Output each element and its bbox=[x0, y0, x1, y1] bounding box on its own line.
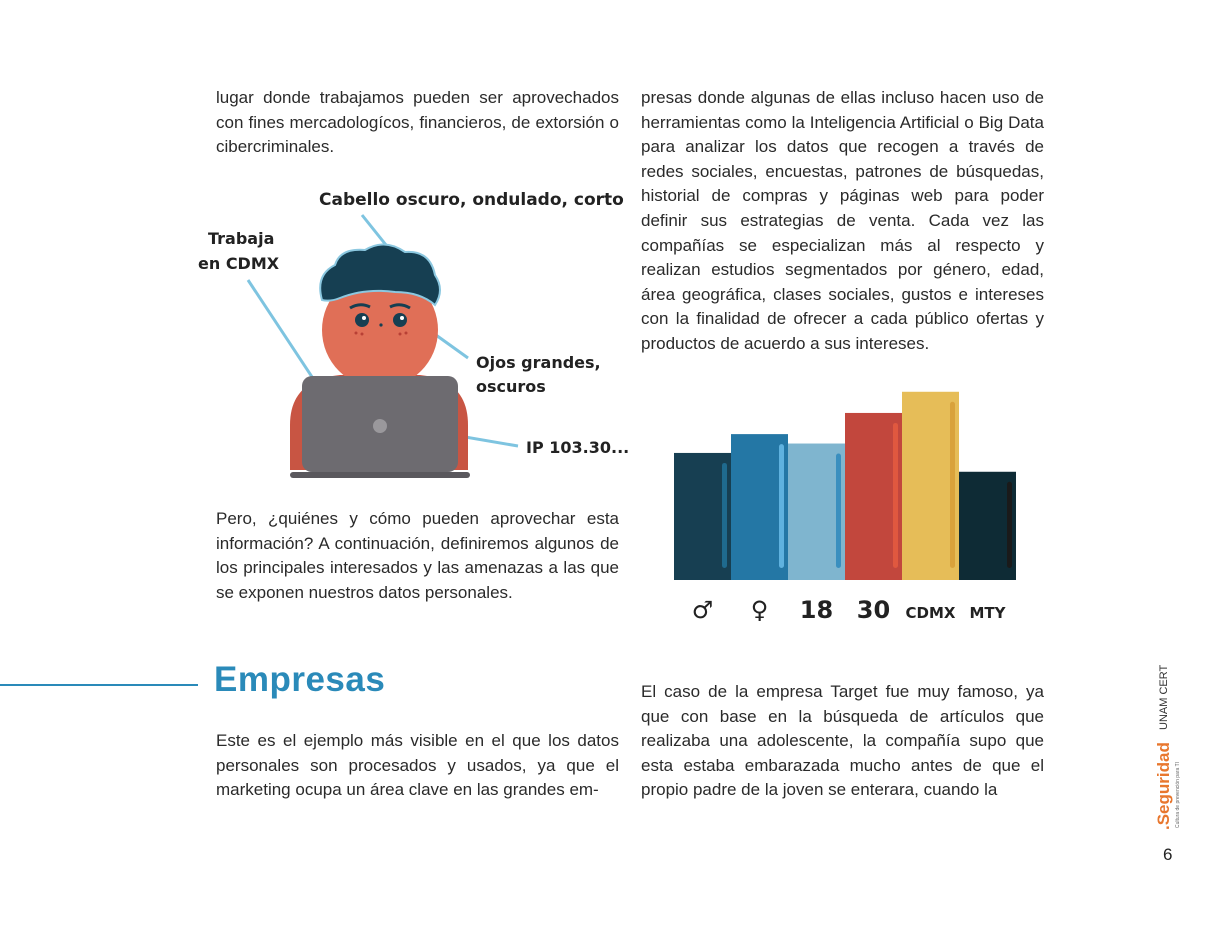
bar-highlight-5 bbox=[1007, 482, 1012, 568]
label-ip: IP 103.30... bbox=[526, 438, 630, 457]
label-work-line1: Trabaja bbox=[208, 229, 275, 248]
label-hair: Cabello oscuro, ondulado, corto bbox=[319, 190, 624, 210]
right-paragraph-1: presas donde algunas de ellas incluso hacen uso de herramientas como la Inteligencia Artificial o Big Data para analizar los datos que recogen a través de redes sociales, encuestas, patrones de búsquedas, historial de compras y páginas web para poder definir sus estrategias de venta. Cada vez las compañías se especializan más al respecto y realizan estudios segmentados por género, edad, área geográfica, clases sociales, gustos e intereses con la finalidad de ofrecer a cada público ofertas y productos de acuerdo a sus intereses. bbox=[641, 88, 1044, 353]
laptop-logo-icon bbox=[373, 419, 387, 433]
tick-label-2: 18 bbox=[799, 596, 834, 624]
bar-highlight-4 bbox=[950, 402, 955, 568]
right-eye-shape bbox=[393, 313, 407, 327]
bar-highlight-3 bbox=[893, 423, 898, 568]
tick-label-0: ♂ bbox=[691, 596, 714, 624]
tick-label-4: CDMX bbox=[905, 604, 956, 622]
bar-highlight-1 bbox=[779, 444, 784, 568]
bar-highlight-2 bbox=[836, 454, 841, 568]
tick-label-5: MTY bbox=[969, 604, 1006, 622]
label-work-line2: en CDMX bbox=[198, 254, 280, 273]
tick-label-3: 30 bbox=[856, 596, 891, 624]
right-paragraph-2: El caso de la empresa Target fue muy famoso, ya que con base en la búsqueda de artículos que realizaba una adolescente, la compañía supo que esta estaba embarazada mucho antes de que el propio padre de la joven se enterara, cuando la bbox=[641, 682, 1044, 800]
section-rule bbox=[0, 684, 198, 686]
page-number: 6 bbox=[1163, 845, 1173, 864]
sidebar-tagline: Cultura de prevención para TI bbox=[1175, 761, 1181, 828]
label-eyes-line1: Ojos grandes, bbox=[476, 353, 601, 372]
person-illustration bbox=[190, 180, 630, 490]
work-connector-line bbox=[248, 280, 318, 386]
left-paragraph-3: Este es el ejemplo más visible en el que los datos personales son procesados y usados, ya que el marketing ocupa un área clave en las grandes em- bbox=[216, 731, 619, 800]
bar-highlight-0 bbox=[722, 463, 727, 568]
left-paragraph-1: lugar donde trabajamos pueden ser aprovechados con fines mercadologícos, financieros, de extorsión o cibercriminales. bbox=[216, 88, 619, 157]
left-paragraph-2: Pero, ¿quiénes y cómo pueden aprovechar esta información? A continuación, definiremos algunos de los principales interesados y las amenazas a las que se exponen nuestros datos personales. bbox=[216, 509, 619, 602]
left-eye-shape bbox=[355, 313, 369, 327]
bar-chart bbox=[660, 370, 1040, 635]
sidebar-brand-logo: .Seguridad bbox=[1154, 742, 1173, 830]
sidebar-branding bbox=[1150, 660, 1190, 860]
sidebar-org: UNAM CERT bbox=[1158, 664, 1170, 730]
label-eyes-line2: oscuros bbox=[476, 377, 546, 396]
tick-label-1: ♀ bbox=[750, 596, 769, 624]
section-heading: Empresas bbox=[214, 660, 386, 699]
